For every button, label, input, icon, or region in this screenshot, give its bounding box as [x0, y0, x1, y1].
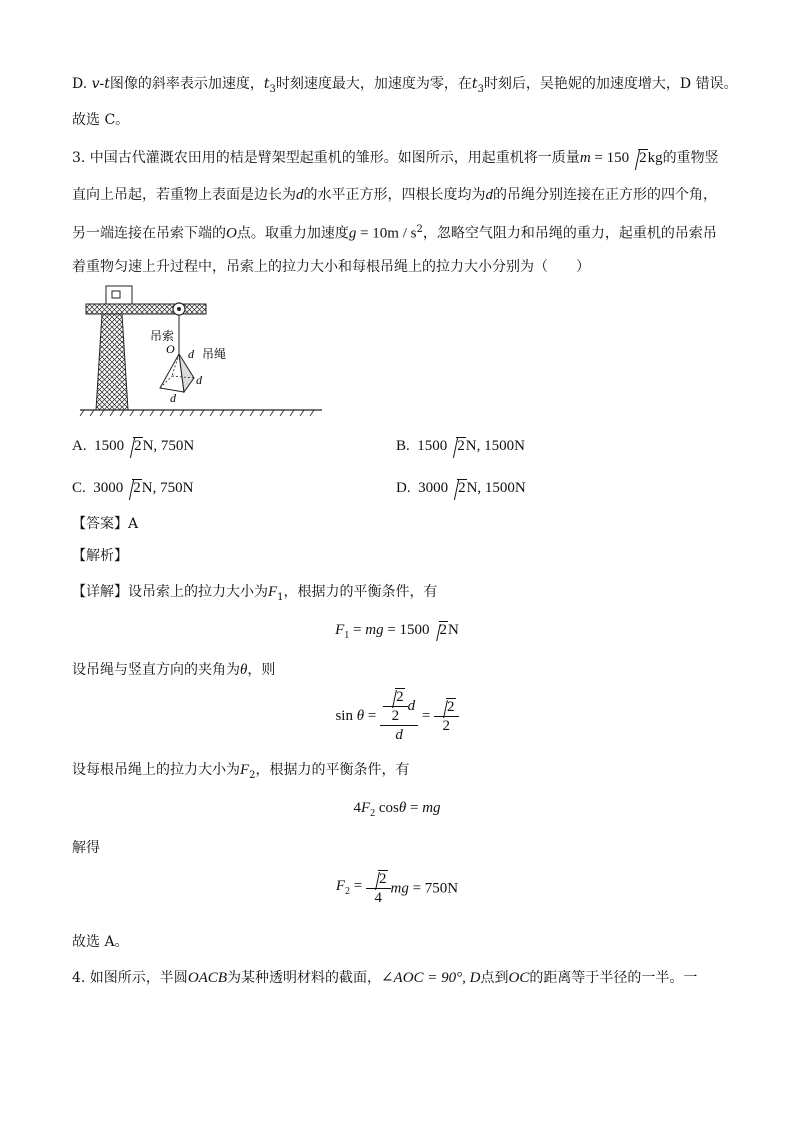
- angle-line: 设吊绳与竖直方向的夹角为θ，则: [72, 662, 276, 678]
- option-c[interactable]: C. 3000 2N, 750N: [72, 480, 194, 496]
- q3-stem-line1: 3. 中国古代灌溉农田用的桔是臂架型起重机的雏形。如图所示，用起重机将一质量m = 150 2kg的重物竖: [72, 150, 719, 166]
- q3-conclusion: 故选 A。: [72, 934, 129, 950]
- rope-line: 设每根吊绳上的拉力大小为$F_2$，根据力的平衡条件，有: [72, 762, 410, 781]
- option-d[interactable]: D. 3000 2N, 1500N: [396, 480, 526, 496]
- q3-stem-line3: 另一端连接在吊索下端的O点。取重力加速度$g = 10m / s^2$，忽略空气阻力和吊绳的重力，起重机的吊索吊: [72, 224, 717, 242]
- crane-tower: [96, 314, 128, 410]
- solve-label: 解得: [72, 840, 100, 856]
- equation-4: $F_2$ = $\frac{2}{4}$ mg = 750N: [335, 871, 459, 906]
- q3-stem-line4: 着重物匀速上升过程中，吊索上的拉力大小和每根吊绳上的拉力大小分别为（ ）: [72, 259, 590, 275]
- label-d3: d: [170, 391, 176, 405]
- label-d1: d: [188, 347, 194, 361]
- label-d2: d: [196, 373, 202, 387]
- q3-stem-line2: 直向上吊起，若重物上表面是边长为d的水平正方形，四根长度均为d的吊绳分别连接在正方形的四个角，: [72, 187, 717, 203]
- equation-2: sin θ = $\frac{2}{2}$ d d = $\frac{2}{2}$: [0, 688, 794, 744]
- label-O: O: [166, 342, 175, 356]
- detail-line1: 【详解】设吊索上的拉力大小为$F_1$，根据力的平衡条件，有: [72, 584, 438, 603]
- equation-3: $4F_2$ cosθ = mg: [353, 800, 441, 819]
- q4-stem-line1: 4. 如图所示，半圆OACB为某种透明材料的截面，∠AOC = 90°, D点到OC的距离等于半径的一半。一: [72, 970, 698, 986]
- label-rope: 吊绳: [202, 347, 227, 361]
- crane-figure: [72, 282, 332, 420]
- answer-label: 【答案】A: [72, 516, 139, 532]
- analysis-label: 【解析】: [72, 548, 128, 564]
- option-a[interactable]: A. 1500 2N, 750N: [72, 438, 195, 454]
- prev-conclusion: 故选 C。: [72, 112, 130, 128]
- label-cable: 吊索: [150, 329, 175, 343]
- prev-answer-d-line: D. v-t图像的斜率表示加速度，$t_3$时刻速度最大，加速度为零，在$t_3$时刻后，吴艳妮的加速度增大，D 错误。: [72, 76, 738, 95]
- equation-1: $F_1$ = mg = 1500 2N: [335, 622, 459, 641]
- crane-arm: [86, 304, 206, 314]
- option-b[interactable]: B. 1500 2N, 1500N: [396, 438, 525, 454]
